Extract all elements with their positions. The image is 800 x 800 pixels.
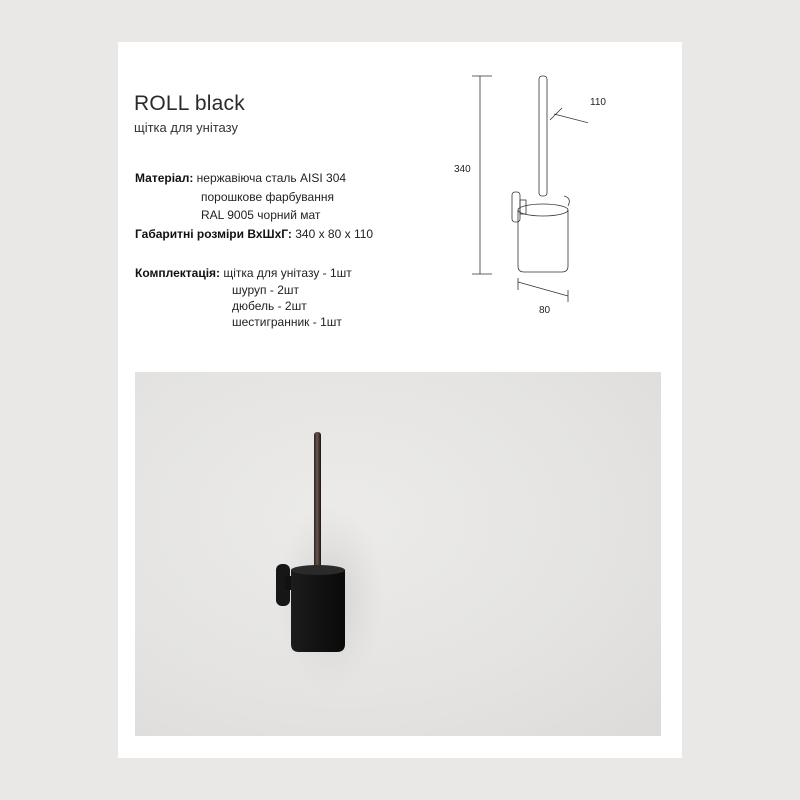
kit-line-1: щітка для унітазу - 1шт bbox=[223, 266, 352, 280]
material-line-1: нержавіюча сталь AISI 304 bbox=[196, 171, 347, 185]
dimensions-row: Габаритні розміри ВхШхГ: 340 x 80 x 110 bbox=[135, 227, 374, 241]
dimensions-label: Габаритні розміри ВхШхГ bbox=[135, 227, 288, 241]
product-photo bbox=[135, 372, 661, 736]
technical-drawing bbox=[458, 68, 588, 328]
material-line-2: порошкове фарбування bbox=[201, 190, 334, 204]
material-label: Матеріал bbox=[135, 171, 190, 185]
material-row: Матеріал: нержавіюча сталь AISI 304 bbox=[135, 171, 347, 185]
kit-line-4: шестигранник - 1шт bbox=[232, 315, 342, 329]
product-title: ROLL black bbox=[134, 92, 245, 115]
kit-line-3: дюбель - 2шт bbox=[232, 299, 307, 313]
kit-row: Комплектація: щітка для унітазу - 1шт bbox=[135, 266, 352, 280]
spec-sheet bbox=[118, 42, 682, 758]
kit-label: Комплектація bbox=[135, 266, 217, 280]
height-dimension-label: 340 bbox=[454, 164, 471, 175]
depth-dimension-label: 110 bbox=[590, 97, 606, 108]
width-dimension-label: 80 bbox=[539, 305, 551, 316]
dimensions-value: 340 x 80 x 110 bbox=[295, 227, 374, 241]
product-subtitle: щітка для унітазу bbox=[134, 120, 238, 135]
kit-line-2: шуруп - 2шт bbox=[232, 283, 299, 297]
material-line-3: RAL 9005 чорний мат bbox=[201, 208, 321, 222]
